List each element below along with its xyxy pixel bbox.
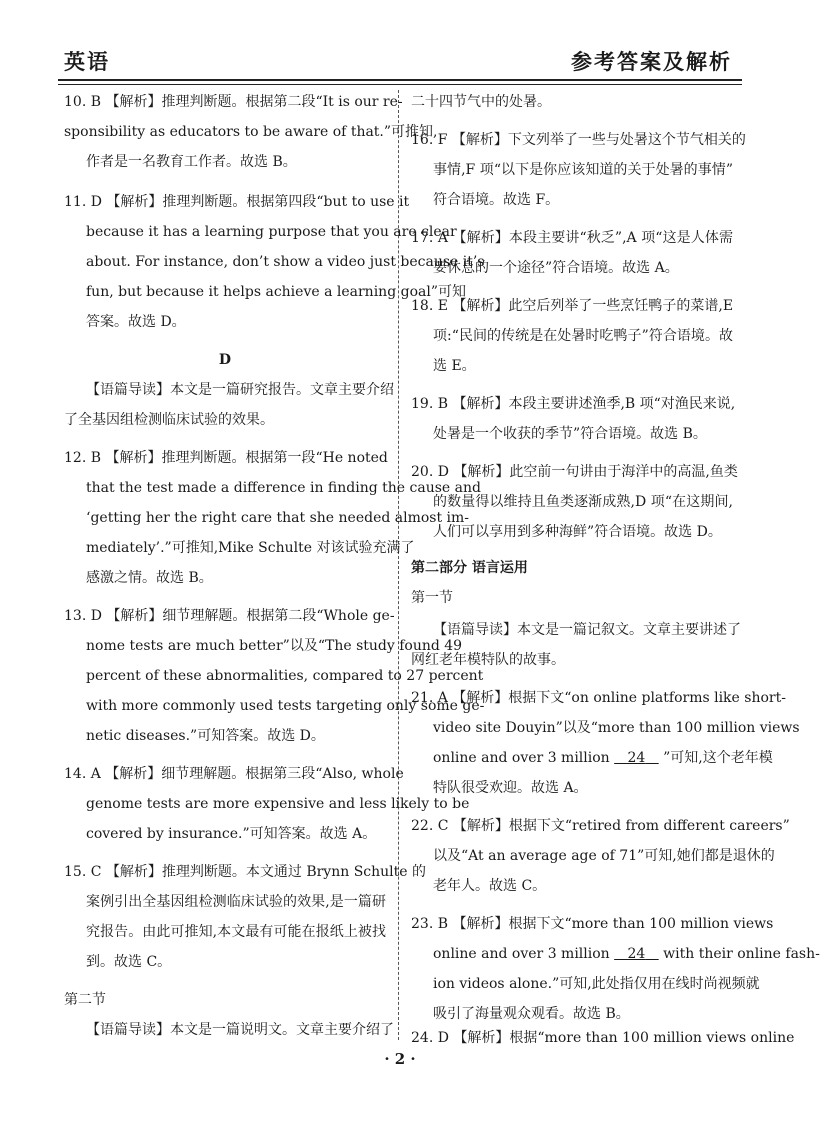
q19-line: 处暑是一个收获的季节”符合语境。故选 B。 xyxy=(433,426,707,442)
q12-line: 感激之情。故选 B。 xyxy=(86,570,213,586)
q11-line: 答案。故选 D。 xyxy=(86,314,186,330)
q12-line: that the test made a difference in finding the cause and xyxy=(86,480,481,496)
q10-line: sponsibility as educators to be aware of that.”可推知, xyxy=(64,124,438,140)
q20-line: 的数量得以维持且鱼类逐渐成熟,D 项“在这期间, xyxy=(433,494,733,510)
q21-text: ”可知,这个老年模 xyxy=(663,750,773,766)
q22-line: 以及“At an average age of 71”可知,她们都是退休的 xyxy=(433,848,775,864)
q18-line: 选 E。 xyxy=(433,358,476,374)
q12-line: mediately’.”可推知,Mike Schulte 对该试验充满了 xyxy=(86,540,415,556)
q15-line: 案例引出全基因组检测临床试验的效果,是一篇研 xyxy=(86,894,386,910)
q14-line: covered by insurance.”可知答案。故选 A。 xyxy=(86,826,377,842)
q20-line: 20. D 【解析】此空前一句讲由于海洋中的高温,鱼类 xyxy=(411,464,738,480)
guide-d-line: 【语篇导读】本文是一篇研究报告。文章主要介绍 xyxy=(86,382,394,398)
q11-line: about. For instance, don’t show a video just because it’s xyxy=(86,254,485,270)
q23-line xyxy=(433,944,820,964)
q15-line: 15. C 【解析】推理判断题。本文通过 Brynn Schulte 的 xyxy=(64,864,427,880)
q18-line: 18. E 【解析】此空后列举了一些烹饪鸭子的菜谱,E xyxy=(411,298,734,314)
q24-line: 24. D 【解析】根据“more than 100 million views online xyxy=(411,1030,795,1046)
q10-line: 作者是一名教育工作者。故选 B。 xyxy=(86,154,297,170)
q21-line: 特队很受欢迎。故选 A。 xyxy=(433,780,588,796)
section-d-heading: D xyxy=(218,352,232,368)
blank-24: 24 xyxy=(627,750,646,766)
q23-line: ion videos alone.”可知,此处指仅用在线时尚视频就 xyxy=(433,976,760,992)
blank-24: 24 xyxy=(627,946,646,962)
header-rule-thin xyxy=(58,84,742,85)
q19-line: 19. B 【解析】本段主要讲述渔季,B 项“对渔民来说, xyxy=(411,396,736,412)
q16-line: 符合语境。故选 F。 xyxy=(433,192,560,208)
section-title: 参考答案及解析 xyxy=(571,49,732,74)
q11-line: 11. D 【解析】推理判断题。根据第四段“but to use it xyxy=(64,194,410,210)
header-rule-thick xyxy=(58,79,742,81)
q10-line: 10. B 【解析】推理判断题。根据第二段“It is our re- xyxy=(64,94,403,110)
part-2-heading: 第二部分 语言运用 xyxy=(411,560,528,576)
q14-line: 14. A 【解析】细节理解题。根据第三段“Also, whole xyxy=(64,766,404,782)
q21-line: video site Douyin”以及“more than 100 million views xyxy=(433,720,800,736)
q13-line: nome tests are much better”以及“The study found 49 xyxy=(86,638,463,654)
q20-line: 人们可以享用到多种海鲜”符合语境。故选 D。 xyxy=(433,524,722,540)
right-column xyxy=(411,92,820,1046)
q17-line: 17. A 【解析】本段主要讲“秋乏”,A 项“这是人体需 xyxy=(411,230,733,246)
q22-line: 老年人。故选 C。 xyxy=(433,878,547,894)
q23-text: online and over 3 million xyxy=(433,946,610,962)
q13-line: percent of these abnormalities, compared to 27 percent xyxy=(86,668,484,684)
q11-line: because it has a learning purpose that you are clear xyxy=(86,224,457,240)
q23-line: 吸引了海量观众观看。故选 B。 xyxy=(433,1006,630,1022)
q14-line: genome tests are more expensive and less likely to be xyxy=(86,796,470,812)
q17-line: 要休息的一个途径”符合语境。故选 A。 xyxy=(433,260,679,276)
q13-line: 13. D 【解析】细节理解题。根据第二段“Whole ge- xyxy=(64,608,395,624)
q15-line: 到。故选 C。 xyxy=(86,954,172,970)
q21-line xyxy=(433,748,773,768)
q12-line: ‘getting her the right care that she needed almost im- xyxy=(86,510,470,526)
subject-title: 英语 xyxy=(64,49,110,74)
q13-line: netic diseases.”可知答案。故选 D。 xyxy=(86,728,325,744)
guide-d-line: 了全基因组检测临床试验的效果。 xyxy=(64,412,274,428)
q13-line: with more commonly used tests targeting only some ge- xyxy=(86,698,485,714)
section-2-heading: 第二节 xyxy=(64,992,106,1008)
guide-2-line: 【语篇导读】本文是一篇说明文。文章主要介绍了 xyxy=(86,1022,394,1038)
q21-line: 21. A 【解析】根据下文“on online platforms like short- xyxy=(411,690,786,706)
guide-1-line: 网红老年模特队的故事。 xyxy=(411,652,565,668)
section-1-heading: 第一节 xyxy=(411,590,453,606)
q16-line: 16. F 【解析】下文列举了一些与处暑这个节气相关的 xyxy=(411,132,746,148)
continuation-line: 二十四节气中的处暑。 xyxy=(411,94,551,110)
q22-line: 22. C 【解析】根据下文“retired from different careers” xyxy=(411,818,790,834)
q18-line: 项:“民间的传统是在处暑时吃鸭子”符合语境。故 xyxy=(433,328,733,344)
q23-line: 23. B 【解析】根据下文“more than 100 million views xyxy=(411,916,774,932)
q11-line: fun, but because it helps achieve a learning goal”可知 xyxy=(86,284,466,300)
q12-line: 12. B 【解析】推理判断题。根据第一段“He noted xyxy=(64,450,388,466)
q23-text: with their online fash- xyxy=(663,946,820,962)
q16-line: 事情,F 项“以下是你应该知道的关于处暑的事情” xyxy=(433,162,733,178)
q15-line: 究报告。由此可推知,本文最有可能在报纸上被找 xyxy=(86,924,386,940)
guide-1-line: 【语篇导读】本文是一篇记叙文。文章主要讲述了 xyxy=(433,622,741,638)
q21-text: online and over 3 million xyxy=(433,750,610,766)
page-number: · 2 · xyxy=(384,1050,416,1068)
